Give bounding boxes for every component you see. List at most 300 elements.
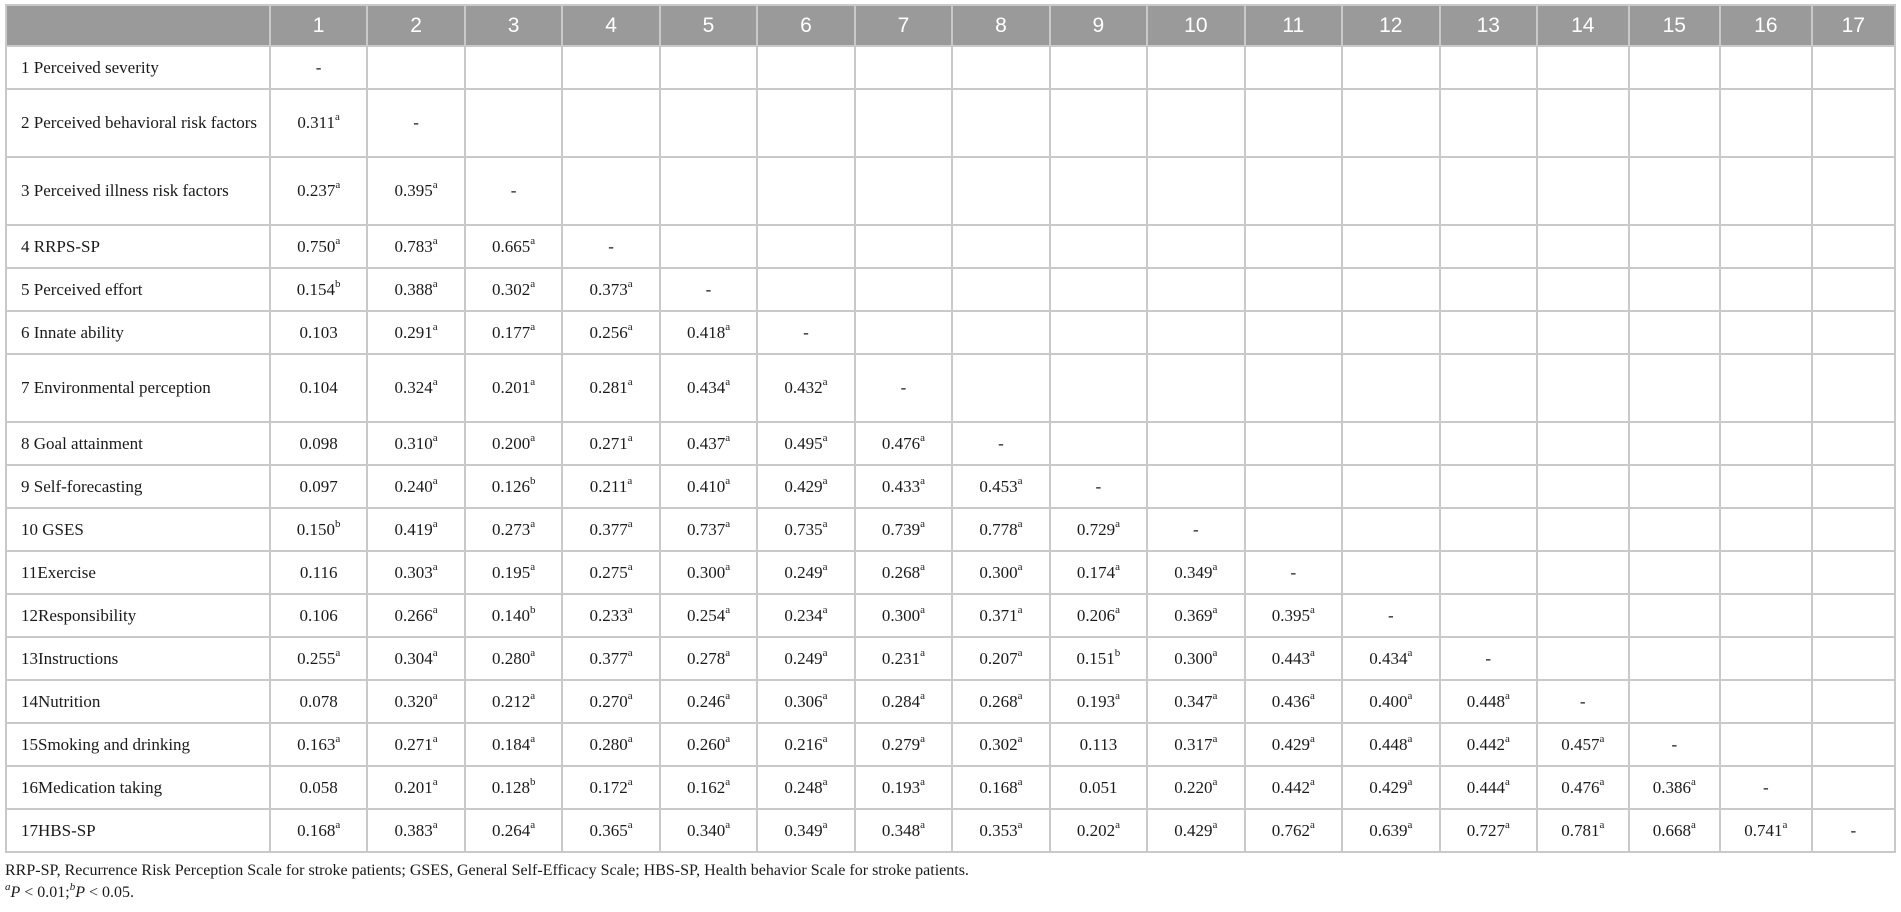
table-cell bbox=[1440, 551, 1537, 594]
significance-mark: a bbox=[1115, 818, 1120, 831]
significance-mark: a bbox=[627, 775, 633, 788]
significance-mark: a bbox=[627, 732, 633, 745]
cell-value: 0.106 bbox=[299, 605, 338, 625]
table-cell bbox=[465, 354, 562, 422]
table-cell bbox=[367, 637, 464, 680]
table-cell bbox=[1812, 157, 1895, 225]
table-cell bbox=[270, 268, 367, 311]
table-row bbox=[6, 422, 1895, 465]
column-header: 10 bbox=[1147, 5, 1244, 46]
row-label: 3 Perceived illness risk factors bbox=[6, 157, 270, 225]
table-row bbox=[6, 268, 1895, 311]
table-cell bbox=[1812, 89, 1895, 157]
cell-value: 0.200 bbox=[492, 433, 531, 453]
significance-mark: a bbox=[432, 320, 438, 333]
table-cell bbox=[1720, 680, 1812, 723]
table-cell bbox=[1050, 354, 1147, 422]
row-label: 8 Goal attainment bbox=[6, 422, 270, 465]
significance-mark: a bbox=[627, 431, 633, 444]
cell-value: - bbox=[1387, 605, 1394, 625]
cell-value: 0.668 bbox=[1652, 820, 1691, 840]
significance-mark: a bbox=[432, 646, 438, 659]
table-row bbox=[6, 680, 1895, 723]
cell-value: 0.349 bbox=[1174, 562, 1213, 582]
table-cell bbox=[1629, 225, 1721, 268]
table-cell bbox=[952, 225, 1049, 268]
cell-value: 0.737 bbox=[686, 519, 726, 539]
table-cell bbox=[757, 46, 854, 89]
significance-mark: a bbox=[1310, 818, 1315, 831]
table-cell bbox=[1812, 508, 1895, 551]
significance-mark: a bbox=[530, 431, 536, 444]
table-cell bbox=[1720, 594, 1812, 637]
table-cell bbox=[465, 508, 562, 551]
column-header: 14 bbox=[1537, 5, 1629, 46]
cell-value: 0.177 bbox=[492, 322, 531, 342]
table-cell bbox=[1342, 422, 1439, 465]
table-cell bbox=[855, 766, 952, 809]
table-row bbox=[6, 225, 1895, 268]
table-cell bbox=[1537, 311, 1629, 354]
cell-value: 0.202 bbox=[1076, 820, 1116, 840]
cell-value: 0.783 bbox=[394, 236, 433, 256]
table-cell bbox=[1050, 809, 1147, 852]
cell-value: 0.300 bbox=[979, 562, 1018, 582]
table-cell bbox=[562, 465, 659, 508]
table-cell bbox=[465, 46, 562, 89]
significance-mark: a bbox=[432, 732, 438, 745]
row-label: 1 Perceived severity bbox=[6, 46, 270, 89]
cell-value: 0.240 bbox=[394, 476, 433, 496]
table-row bbox=[6, 594, 1895, 637]
table-cell bbox=[1720, 465, 1812, 508]
cell-value: 0.436 bbox=[1271, 691, 1310, 711]
significance-mark: a bbox=[1407, 732, 1413, 745]
table-cell bbox=[1720, 354, 1812, 422]
table-cell bbox=[1537, 422, 1629, 465]
table-body bbox=[6, 46, 1895, 852]
significance-mark: a bbox=[725, 646, 731, 659]
significance-mark: a bbox=[920, 818, 926, 831]
significance-mark: a bbox=[530, 376, 536, 389]
significance-mark: a bbox=[920, 517, 926, 530]
table-cell bbox=[1147, 766, 1244, 809]
significance-mark: a bbox=[1782, 818, 1788, 831]
table-cell bbox=[1537, 766, 1629, 809]
table-cell bbox=[465, 637, 562, 680]
table-cell bbox=[1245, 311, 1342, 354]
table-cell bbox=[1342, 225, 1439, 268]
sig-a-var: P bbox=[10, 884, 21, 901]
column-header: 16 bbox=[1720, 5, 1812, 46]
cell-value: 0.231 bbox=[881, 648, 921, 668]
significance-mark: a bbox=[1504, 818, 1510, 831]
table-cell bbox=[562, 354, 659, 422]
significance-mark: a bbox=[530, 646, 536, 659]
cell-value: 0.476 bbox=[881, 433, 921, 453]
significance-mark: a bbox=[627, 818, 633, 831]
significance-mark: a bbox=[1017, 775, 1023, 788]
table-cell bbox=[1342, 354, 1439, 422]
cell-value: 0.237 bbox=[297, 181, 336, 200]
table-cell bbox=[270, 89, 367, 157]
significance-mark: a bbox=[822, 560, 828, 573]
table-cell bbox=[757, 508, 854, 551]
table-cell bbox=[1050, 46, 1147, 89]
table-cell bbox=[660, 225, 757, 268]
table-cell bbox=[1245, 157, 1342, 225]
cell-value: 0.419 bbox=[394, 519, 433, 539]
column-header: 11 bbox=[1245, 5, 1342, 46]
cell-value: 0.300 bbox=[686, 562, 726, 582]
table-cell bbox=[1812, 225, 1895, 268]
table-cell bbox=[1720, 508, 1812, 551]
significance-mark: a bbox=[432, 560, 438, 573]
cell-value: 0.249 bbox=[784, 648, 823, 668]
cell-value: 0.162 bbox=[686, 777, 726, 797]
correlation-table bbox=[5, 4, 1896, 853]
table-cell bbox=[367, 311, 464, 354]
table-cell bbox=[1147, 594, 1244, 637]
significance-mark: a bbox=[920, 431, 926, 444]
table-cell bbox=[1050, 465, 1147, 508]
table-cell bbox=[855, 594, 952, 637]
row-label: 16Medication taking bbox=[6, 766, 270, 809]
cell-value: 0.400 bbox=[1369, 691, 1408, 711]
significance-mark: a bbox=[627, 560, 633, 573]
cell-value: 0.418 bbox=[686, 322, 726, 342]
table-cell bbox=[367, 465, 464, 508]
cell-value: 0.254 bbox=[686, 605, 726, 625]
cell-value: 0.302 bbox=[979, 734, 1018, 754]
table-cell bbox=[855, 680, 952, 723]
significance-mark: b bbox=[1114, 646, 1121, 659]
cell-value: 0.300 bbox=[1174, 648, 1213, 668]
table-row bbox=[6, 551, 1895, 594]
cell-value: 0.266 bbox=[394, 605, 433, 625]
cell-value: 0.340 bbox=[686, 820, 726, 840]
table-cell bbox=[1440, 637, 1537, 680]
significance-mark: a bbox=[1212, 775, 1218, 788]
significance-mark: a bbox=[725, 775, 731, 788]
significance-mark: a bbox=[530, 689, 536, 702]
table-cell bbox=[1245, 809, 1342, 852]
table-cell bbox=[1720, 157, 1812, 225]
row-label: 13Instructions bbox=[6, 637, 270, 680]
significance-mark: a bbox=[1115, 603, 1120, 616]
significance-mark: a bbox=[822, 732, 828, 745]
table-cell bbox=[660, 46, 757, 89]
table-footnotes bbox=[5, 860, 1896, 904]
table-cell bbox=[1440, 268, 1537, 311]
significance-mark: b bbox=[529, 603, 536, 616]
table-cell bbox=[1629, 551, 1721, 594]
significance-mark: a bbox=[530, 732, 536, 745]
table-cell bbox=[1245, 225, 1342, 268]
cell-value: 0.275 bbox=[589, 562, 628, 582]
table-cell bbox=[660, 809, 757, 852]
cell-value: 0.665 bbox=[492, 236, 531, 256]
table-cell bbox=[1537, 354, 1629, 422]
significance-mark: a bbox=[1599, 818, 1605, 831]
table-cell bbox=[757, 680, 854, 723]
cell-value: 0.246 bbox=[686, 691, 726, 711]
table-cell bbox=[367, 89, 464, 157]
table-cell bbox=[562, 225, 659, 268]
table-cell bbox=[757, 551, 854, 594]
significance-mark: a bbox=[1212, 732, 1218, 745]
table-cell bbox=[1147, 46, 1244, 89]
table-cell bbox=[1629, 422, 1721, 465]
table-cell bbox=[465, 157, 562, 225]
significance-mark: a bbox=[432, 376, 438, 389]
cell-value: - bbox=[1671, 734, 1678, 754]
cell-value: 0.741 bbox=[1744, 820, 1783, 840]
cell-value: 0.172 bbox=[589, 777, 628, 797]
table-cell bbox=[1720, 225, 1812, 268]
cell-value: 0.443 bbox=[1271, 648, 1310, 668]
table-cell bbox=[952, 723, 1049, 766]
cell-value: 0.280 bbox=[492, 648, 531, 668]
cell-value: 0.727 bbox=[1466, 820, 1505, 840]
cell-value: 0.128 bbox=[491, 777, 530, 797]
table-cell bbox=[660, 551, 757, 594]
table-cell bbox=[855, 551, 952, 594]
table-cell bbox=[855, 508, 952, 551]
table-cell bbox=[660, 268, 757, 311]
significance-mark: a bbox=[335, 179, 341, 192]
significance-mark: a bbox=[822, 517, 828, 530]
column-header: 6 bbox=[757, 5, 854, 46]
cell-value: 0.448 bbox=[1369, 734, 1408, 754]
table-cell bbox=[1147, 465, 1244, 508]
table-cell bbox=[1629, 354, 1721, 422]
significance-mark: a bbox=[335, 646, 341, 659]
significance-mark: a bbox=[725, 431, 731, 444]
row-label: 12Responsibility bbox=[6, 594, 270, 637]
table-cell bbox=[1440, 46, 1537, 89]
column-header: 1 bbox=[270, 5, 367, 46]
table-cell bbox=[757, 637, 854, 680]
table-cell bbox=[1440, 157, 1537, 225]
row-label: 11Exercise bbox=[6, 551, 270, 594]
cell-value: - bbox=[705, 279, 712, 299]
table-cell bbox=[562, 637, 659, 680]
cell-value: - bbox=[608, 236, 614, 256]
significance-mark: a bbox=[432, 474, 438, 487]
table-cell bbox=[465, 723, 562, 766]
cell-value: 0.154 bbox=[296, 279, 336, 299]
table-cell bbox=[1440, 766, 1537, 809]
significance-mark: a bbox=[627, 689, 633, 702]
significance-mark: a bbox=[530, 277, 536, 290]
cell-value: 0.140 bbox=[491, 605, 530, 625]
significance-mark: a bbox=[335, 234, 341, 247]
cell-value: 0.220 bbox=[1174, 777, 1213, 797]
table-cell bbox=[952, 809, 1049, 852]
table-cell bbox=[1440, 809, 1537, 852]
table-cell bbox=[1147, 89, 1244, 157]
row-label: 17HBS-SP bbox=[6, 809, 270, 852]
cell-value: 0.476 bbox=[1561, 777, 1600, 797]
cell-value: 0.273 bbox=[492, 519, 531, 539]
table-cell bbox=[1245, 723, 1342, 766]
table-cell bbox=[367, 508, 464, 551]
table-cell bbox=[270, 508, 367, 551]
cell-value: - bbox=[315, 57, 322, 77]
table-cell bbox=[1050, 311, 1147, 354]
cell-value: 0.271 bbox=[394, 734, 433, 754]
table-cell bbox=[1537, 157, 1629, 225]
cell-value: 0.371 bbox=[979, 605, 1018, 625]
table-cell bbox=[1629, 268, 1721, 311]
significance-mark: a bbox=[822, 775, 828, 788]
cell-value: - bbox=[803, 322, 809, 342]
significance-mark: a bbox=[1504, 689, 1510, 702]
table-cell bbox=[367, 157, 464, 225]
significance-mark: a bbox=[1017, 560, 1023, 573]
cell-value: - bbox=[510, 181, 517, 200]
cell-value: 0.212 bbox=[492, 691, 531, 711]
table-cell bbox=[1629, 311, 1721, 354]
cell-value: 0.395 bbox=[394, 181, 433, 200]
cell-value: 0.448 bbox=[1466, 691, 1505, 711]
significance-mark: a bbox=[822, 376, 828, 389]
table-cell bbox=[1147, 422, 1244, 465]
significance-mark: a bbox=[1212, 560, 1218, 573]
table-cell bbox=[1812, 723, 1895, 766]
significance-mark: a bbox=[920, 775, 926, 788]
cell-value: 0.303 bbox=[394, 562, 433, 582]
significance-mark: a bbox=[627, 320, 633, 333]
cell-value: 0.377 bbox=[589, 648, 628, 668]
cell-value: 0.256 bbox=[589, 322, 628, 342]
table-cell bbox=[757, 723, 854, 766]
cell-value: 0.373 bbox=[589, 279, 628, 299]
table-cell bbox=[1812, 268, 1895, 311]
row-label: 14Nutrition bbox=[6, 680, 270, 723]
table-cell bbox=[1147, 354, 1244, 422]
cell-value: 0.097 bbox=[299, 476, 338, 496]
table-cell bbox=[1720, 637, 1812, 680]
cell-value: - bbox=[1290, 562, 1297, 582]
table-cell bbox=[1537, 46, 1629, 89]
table-cell bbox=[1245, 551, 1342, 594]
table-cell bbox=[1147, 809, 1244, 852]
table-cell bbox=[660, 637, 757, 680]
cell-value: - bbox=[413, 113, 419, 132]
significance-mark: a bbox=[822, 431, 828, 444]
column-header: 3 bbox=[465, 5, 562, 46]
table-cell bbox=[1629, 508, 1721, 551]
table-cell bbox=[757, 465, 854, 508]
significance-mark: a bbox=[1017, 603, 1023, 616]
table-cell bbox=[1629, 766, 1721, 809]
table-cell bbox=[1147, 225, 1244, 268]
table-cell bbox=[952, 422, 1049, 465]
cell-value: 0.311 bbox=[297, 113, 335, 132]
cell-value: 0.234 bbox=[784, 605, 823, 625]
significance-mark: b bbox=[529, 775, 536, 788]
table-cell bbox=[757, 157, 854, 225]
table-cell bbox=[1629, 89, 1721, 157]
table-cell bbox=[465, 311, 562, 354]
significance-mark: a bbox=[920, 603, 926, 616]
table-cell bbox=[270, 809, 367, 852]
table-cell bbox=[1440, 680, 1537, 723]
cell-value: 0.348 bbox=[881, 820, 921, 840]
cell-value: - bbox=[1095, 476, 1102, 496]
significance-mark: a bbox=[822, 818, 828, 831]
table-cell bbox=[660, 508, 757, 551]
table-cell bbox=[1245, 422, 1342, 465]
table-cell bbox=[1812, 46, 1895, 89]
table-row bbox=[6, 465, 1895, 508]
table-cell bbox=[270, 551, 367, 594]
column-header: 9 bbox=[1050, 5, 1147, 46]
table-cell bbox=[855, 809, 952, 852]
table-cell bbox=[1050, 551, 1147, 594]
significance-mark: a bbox=[1017, 689, 1023, 702]
table-cell bbox=[1812, 551, 1895, 594]
significance-mark: a bbox=[627, 603, 633, 616]
cell-value: 0.126 bbox=[491, 476, 530, 496]
significance-mark: a bbox=[1017, 732, 1023, 745]
table-header bbox=[6, 5, 1895, 46]
cell-value: 0.442 bbox=[1271, 777, 1310, 797]
table-cell bbox=[1342, 637, 1439, 680]
table-cell bbox=[1720, 422, 1812, 465]
table-cell bbox=[1245, 508, 1342, 551]
significance-mark: a bbox=[725, 818, 731, 831]
significance-mark: a bbox=[920, 732, 926, 745]
cell-value: 0.201 bbox=[394, 777, 433, 797]
column-header: 13 bbox=[1440, 5, 1537, 46]
table-cell bbox=[1342, 594, 1439, 637]
table-cell bbox=[855, 157, 952, 225]
table-cell bbox=[660, 680, 757, 723]
cell-value: 0.495 bbox=[784, 433, 823, 453]
cell-value: - bbox=[1485, 648, 1492, 668]
significance-mark: a bbox=[432, 179, 438, 192]
table-cell bbox=[660, 311, 757, 354]
table-cell bbox=[952, 311, 1049, 354]
significance-mark: a bbox=[822, 603, 828, 616]
significance-mark: a bbox=[1690, 818, 1696, 831]
significance-mark: a bbox=[432, 603, 438, 616]
table-cell bbox=[1537, 637, 1629, 680]
table-cell bbox=[1629, 680, 1721, 723]
table-cell bbox=[952, 89, 1049, 157]
column-header: 12 bbox=[1342, 5, 1439, 46]
cell-value: 0.078 bbox=[299, 691, 338, 711]
table-cell bbox=[952, 46, 1049, 89]
table-row bbox=[6, 46, 1895, 89]
table-cell bbox=[660, 157, 757, 225]
table-row bbox=[6, 157, 1895, 225]
table-cell bbox=[270, 723, 367, 766]
cell-value: 0.739 bbox=[881, 519, 921, 539]
table-cell bbox=[562, 311, 659, 354]
significance-mark: a bbox=[432, 818, 438, 831]
cell-value: 0.437 bbox=[686, 433, 726, 453]
table-cell bbox=[757, 422, 854, 465]
sig-b-var: P bbox=[75, 884, 86, 901]
table-cell bbox=[367, 766, 464, 809]
cell-value: 0.268 bbox=[881, 562, 921, 582]
cell-value: 0.184 bbox=[492, 734, 531, 754]
significance-mark: a bbox=[920, 689, 926, 702]
